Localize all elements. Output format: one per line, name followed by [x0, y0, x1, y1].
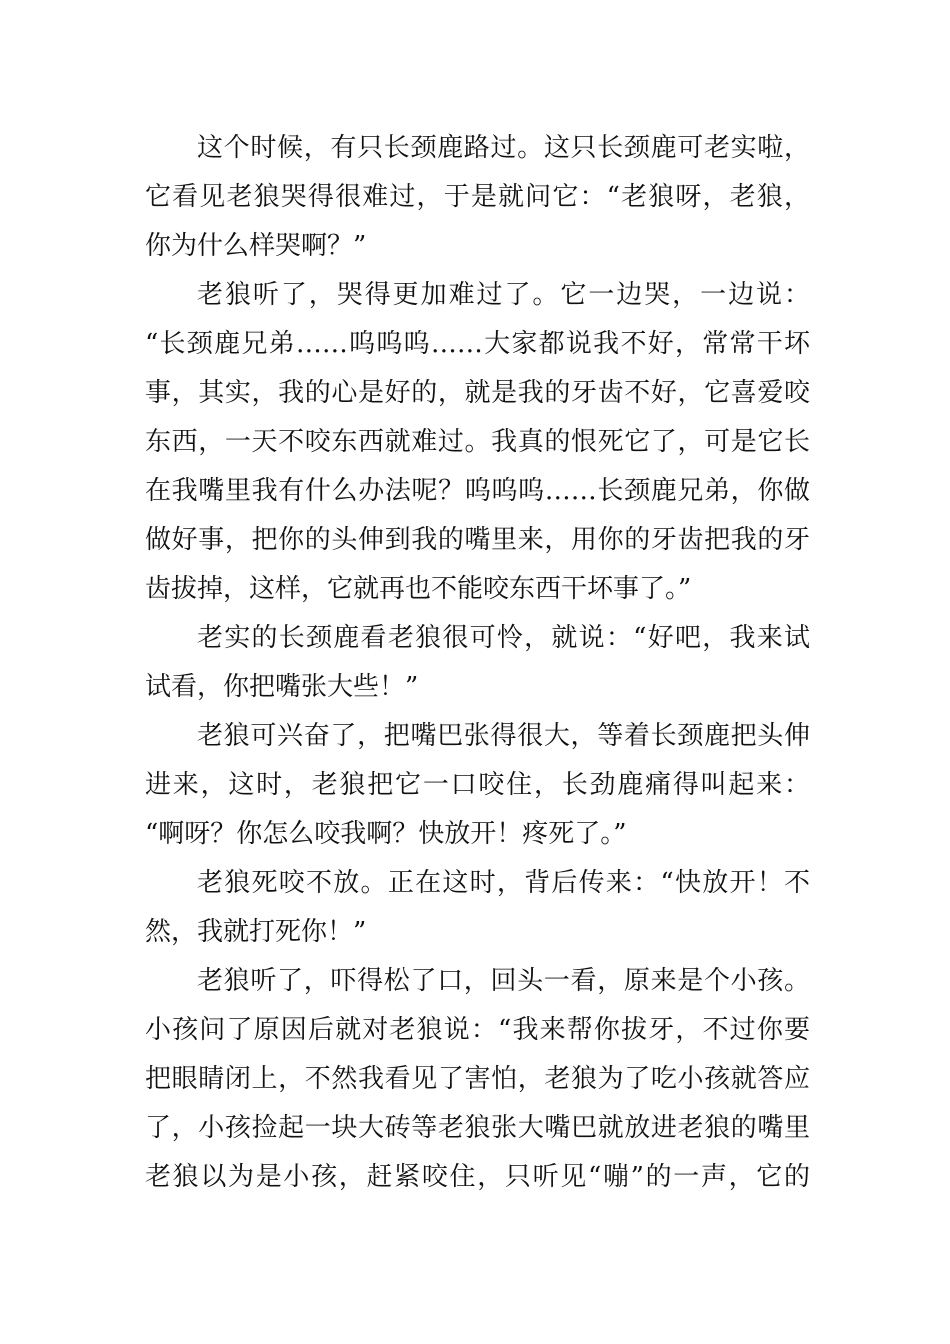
- text-line: 这个时候，有只长颈鹿路过。这只长颈鹿可老实啦，: [197, 133, 810, 163]
- text-line: “啊呀？你怎么咬我啊？快放开！疼死了。”: [145, 819, 627, 849]
- text-line: 齿拔掉，这样，它就再也不能咬东西干坏事了。”: [145, 574, 692, 604]
- text-line: 了，小孩捡起一块大砖等老狼张大嘴巴就放进老狼的嘴里: [145, 1113, 810, 1143]
- text-line: 事，其实，我的心是好的，就是我的牙齿不好，它喜爱咬: [145, 378, 810, 408]
- text-line: 做好事，把你的头伸到我的嘴里来，用你的牙齿把我的牙: [145, 525, 810, 555]
- paragraph-2: [145, 271, 810, 614]
- paragraph-1: [145, 124, 810, 271]
- text-line: 在我嘴里我有什么办法呢？呜呜呜……长颈鹿兄弟，你做: [145, 476, 810, 506]
- text-line: 把眼睛闭上，不然我看见了害怕，老狼为了吃小孩就答应: [145, 1064, 810, 1094]
- paragraph-6: [145, 957, 810, 1202]
- text-line: 然，我就打死你！”: [145, 917, 367, 947]
- text-line: 小孩问了原因后就对老狼说：“我来帮你拔牙，不过你要: [145, 1015, 810, 1045]
- paragraph-4: [145, 712, 810, 859]
- paragraph-5: [145, 859, 810, 957]
- text-line: 老狼可兴奋了，把嘴巴张得很大，等着长颈鹿把头伸: [197, 721, 810, 751]
- text-line: 进来，这时，老狼把它一口咬住，长劲鹿痛得叫起来：: [145, 770, 810, 800]
- text-line: 你为什么样哭啊？”: [145, 231, 367, 261]
- text-line: 老狼死咬不放。正在这时，背后传来：“快放开！不: [197, 868, 810, 898]
- text-line: 东西，一天不咬东西就难过。我真的恨死它了，可是它长: [145, 427, 810, 457]
- text-line: 老实的长颈鹿看老狼很可怜，就说：“好吧，我来试: [197, 623, 810, 653]
- paragraph-3: [145, 614, 810, 712]
- story-text: [145, 124, 810, 1202]
- text-line: 老狼以为是小孩，赶紧咬住，只听见“嘣”的一声，它的: [145, 1162, 810, 1192]
- text-line: “长颈鹿兄弟……呜呜呜……大家都说我不好，常常干坏: [145, 329, 810, 359]
- text-line: 试看，你把嘴张大些！”: [145, 672, 419, 702]
- text-line: 老狼听了，吓得松了口，回头一看，原来是个小孩。: [197, 966, 810, 996]
- text-line: 老狼听了，哭得更加难过了。它一边哭，一边说：: [197, 280, 810, 310]
- text-line: 它看见老狼哭得很难过，于是就问它：“老狼呀，老狼，: [145, 182, 810, 212]
